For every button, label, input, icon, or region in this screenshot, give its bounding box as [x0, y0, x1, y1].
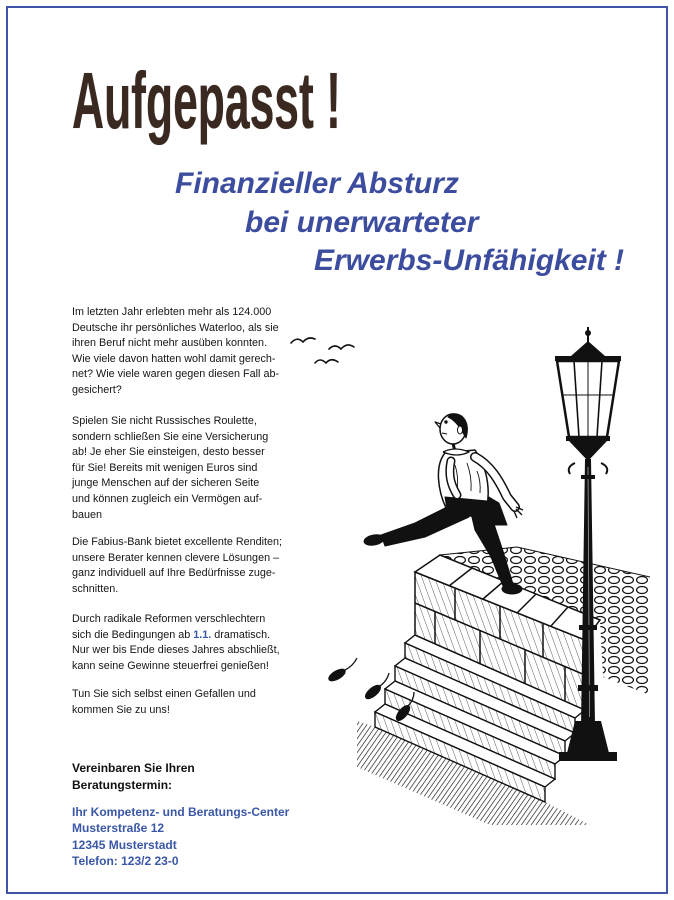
paragraph-line: Die Fabius-Bank bietet excellente Renditen;: [72, 536, 283, 548]
collar: [443, 449, 469, 455]
paragraph-line: net? Wie viele waren gegen diesen Fall ab-: [72, 368, 280, 381]
pole-ring: [579, 625, 597, 630]
paragraph-line: ab! Je eher Sie einsteigen, desto besser: [72, 446, 265, 459]
subtitle-line-3: Erwerbs-Unfähigkeit !: [314, 244, 625, 277]
appointment-heading: [72, 760, 195, 794]
ear: [458, 426, 463, 434]
bird: [329, 345, 354, 349]
paragraph-line: Deutsche ihr persönliches Waterloo, als sie: [72, 321, 279, 334]
paragraph-line: [72, 628, 280, 644]
paragraph-line: für Sie! Bereits mit wenigen Euros sind: [72, 461, 258, 474]
pole-ring: [581, 475, 595, 479]
date-highlight: 1.1.: [193, 628, 212, 641]
line-text: dramatisch.: [211, 628, 271, 641]
contact-phone: Telefon: 123/2 23-0: [72, 853, 179, 868]
paragraph-line: schnitten.: [72, 582, 119, 595]
lamp-cap: [571, 341, 605, 356]
lamp-plinth: [559, 752, 617, 761]
bird: [315, 360, 338, 363]
subtitle-line-1: Finanzieller Absturz: [175, 167, 459, 200]
body-paragraph-1: [72, 305, 279, 399]
small-animal: [364, 683, 383, 701]
paragraph-line: sondern schließen Sie eine Versicherung: [72, 430, 269, 443]
paragraph-line: kann seine Gewinne steuerfrei genießen!: [72, 659, 269, 672]
waist-band: [445, 497, 487, 517]
lamp-bottom-rim: [566, 436, 610, 441]
paragraph-line: und können zugleich ein Vermögen auf-: [72, 492, 263, 505]
contact-city: 12345 Musterstadt: [72, 837, 177, 852]
birds: [291, 338, 354, 363]
paragraph-line: Spielen Sie nicht Russisches Roulette,: [72, 415, 257, 427]
body-paragraph-3: [72, 535, 282, 597]
animal-tail: [345, 658, 357, 670]
paragraph-line: Tun Sie sich selbst einen Gefallen und: [72, 688, 256, 700]
appointment-line: Vereinbaren Sie Ihren: [72, 761, 195, 775]
paragraph-line: ganz individuell auf Ihre Bedürfnisse zuge-: [72, 567, 276, 580]
pole-ring: [578, 685, 598, 691]
paragraph-line: kommen Sie zu uns!: [72, 703, 170, 716]
paragraph-line: Nur wer bis Ende dieses Jahres abschließt,: [72, 644, 280, 657]
appointment-line: Beratungstermin:: [72, 778, 173, 792]
paragraph-line: Im letzten Jahr erlebten mehr als 124.000: [72, 306, 272, 318]
man-stepping-off-wall-illustration: [285, 325, 660, 830]
contact-name: Ihr Kompetenz- und Beratungs-Center: [72, 805, 290, 819]
contact-street: Musterstraße 12: [72, 821, 165, 836]
paragraph-line: ihren Beruf nicht mehr ausüben konnten.: [72, 337, 268, 350]
paragraph-line: unsere Berater kennen clevere Lösungen –: [72, 551, 280, 564]
paragraph-line: gesichert?: [72, 383, 122, 396]
headline-title: Aufgepasst !: [72, 56, 341, 145]
left-shoe: [363, 533, 384, 546]
body-paragraph-2: [72, 414, 268, 523]
contact-address: [72, 804, 289, 869]
paragraph-line: junge Menschen auf der sicheren Seite: [72, 477, 260, 490]
animal-tail: [380, 673, 389, 686]
lamp-finial: [585, 330, 591, 336]
paragraph-line: bauen: [72, 508, 103, 521]
right-shoe: [502, 584, 522, 594]
lamp-cone: [569, 441, 607, 461]
small-animal: [327, 667, 347, 683]
eye: [445, 421, 447, 423]
paragraph-line: Durch radikale Reformen verschlechtern: [72, 613, 266, 625]
body-paragraph-5: [72, 687, 256, 718]
body-paragraph-4: [72, 612, 280, 674]
line-text: sich die Bedingungen ab: [72, 628, 194, 641]
subtitle-line-2: bei unerwarteter: [245, 206, 479, 239]
bird: [291, 338, 315, 343]
paragraph-line: Wie viele davon hatten wohl damit gerech-: [72, 352, 276, 365]
